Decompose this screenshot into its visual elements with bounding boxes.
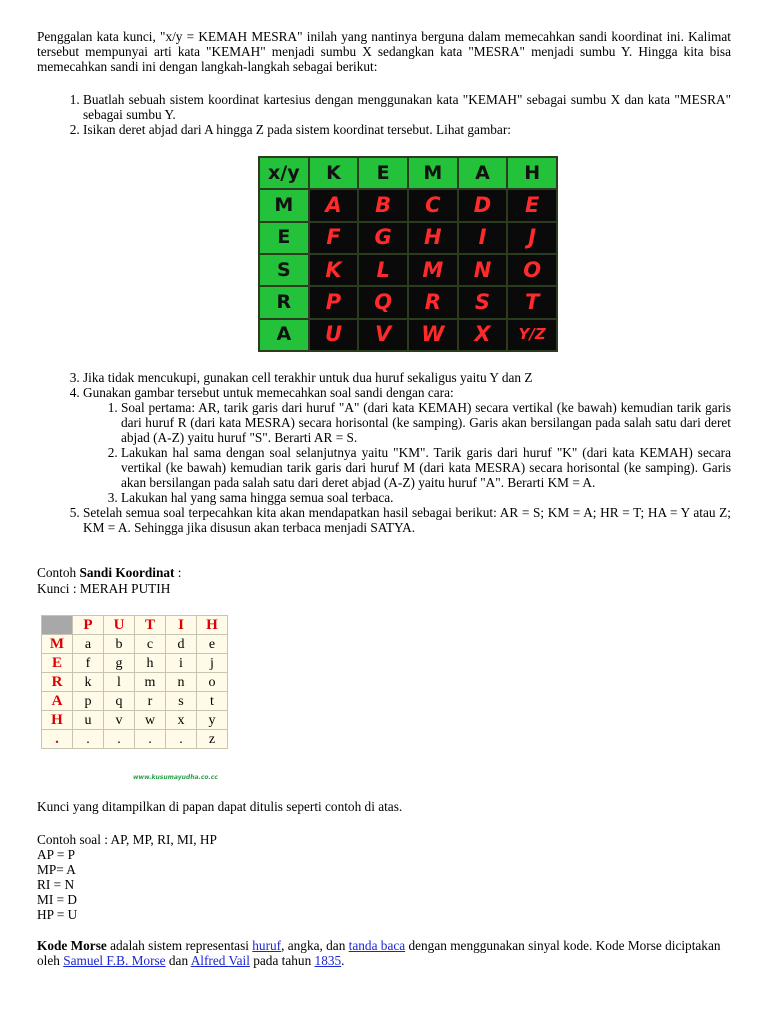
grid-cell: D [459, 190, 507, 220]
step-3: 3. Jika tidak mencukupi, gunakan cell terakhir untuk dua huruf sekaligus yaitu Y dan Z [83, 370, 731, 385]
grid-cell: I [459, 223, 507, 253]
morse-paragraph [37, 938, 731, 968]
table-row-header: M [42, 635, 73, 654]
grid-cell: F [310, 223, 358, 253]
table-cell: m [135, 673, 166, 692]
morse-bold: Kode Morse [37, 938, 107, 953]
contoh-heading [37, 565, 731, 580]
grid-cell: T [508, 287, 556, 317]
table-row [42, 635, 228, 654]
grid-col-header: K [310, 158, 358, 188]
soal-block [37, 832, 731, 922]
grid-cell: V [359, 320, 407, 350]
table-cell: n [166, 673, 197, 692]
grid-cell: E [508, 190, 556, 220]
table-cell: u [73, 711, 104, 730]
image-credit: www.kusumayudha.co.cc [133, 774, 218, 781]
table-cell: h [135, 654, 166, 673]
contoh-suffix: : [174, 565, 182, 580]
table-cell: g [104, 654, 135, 673]
table-cell: v [104, 711, 135, 730]
grid-cell: G [359, 223, 407, 253]
grid-row-header: M [260, 190, 308, 220]
table-cell: e [197, 635, 228, 654]
table-cell: c [135, 635, 166, 654]
table-row-header: R [42, 673, 73, 692]
grid-cell: Q [359, 287, 407, 317]
table-row-header: A [42, 692, 73, 711]
table-cell: . [166, 730, 197, 749]
grid-cell: C [409, 190, 457, 220]
kunci-line: Kunci : MERAH PUTIH [37, 581, 171, 596]
table-col-header: P [73, 616, 104, 635]
morse-text: adalah sistem representasi [106, 938, 253, 953]
table-row [42, 692, 228, 711]
table-cell: t [197, 692, 228, 711]
grid-cell: U [310, 320, 358, 350]
table-cell: s [166, 692, 197, 711]
step-4-text: Gunakan gambar tersebut untuk memecahkan soal sandi dengan cara: [83, 385, 454, 400]
table-col-header: U [104, 616, 135, 635]
grid-row-header: R [260, 287, 308, 317]
table-row-header: E [42, 654, 73, 673]
grid-cell: N [459, 255, 507, 285]
table-row [42, 730, 228, 749]
table-cell: . [73, 730, 104, 749]
grid-cell: A [310, 190, 358, 220]
table-cell: b [104, 635, 135, 654]
substep-3: 3. Lakukan hal yang sama hingga semua soal terbaca. [121, 490, 731, 505]
link-1835[interactable]: 1835 [314, 953, 342, 968]
table-row [42, 654, 228, 673]
substep-2: 2. Lakukan hal sama dengan soal selanjutnya yaitu "KM". Tarik garis dari huruf "K" (dari kata KEMAH) secara vertikal (ke bawah) kemudian tarik garis dari huruf M (dari kata MESRA) secara horisontal (ke samping). Garis akan bersilangan pada salah satu dari deret abjad (A-Z) yaitu huruf "A". Berarti KM = A. [121, 445, 731, 490]
table-cell: . [135, 730, 166, 749]
grid-cell: M [409, 255, 457, 285]
merah-putih-table [41, 615, 228, 749]
grid-row-header: S [260, 255, 308, 285]
morse-text: pada tahun [249, 953, 315, 968]
table-col-header: T [135, 616, 166, 635]
table-cell: d [166, 635, 197, 654]
morse-text: , angka, dan [281, 938, 349, 953]
grid-corner: x/y [260, 158, 308, 188]
table-cell: i [166, 654, 197, 673]
step-5: 5. Setelah semua soal terpecahkan kita akan mendapatkan hasil sebagai berikut: AR = S; KM = A; HR = T; HA = Y atau Z; KM = A. Sehingga jika disusun akan terbaca menjadi SATYA. [83, 505, 731, 535]
kemah-mesra-grid [258, 156, 558, 352]
grid-cell: H [409, 223, 457, 253]
link-alfred-vail[interactable]: Alfred Vail [190, 953, 250, 968]
table-cell: z [197, 730, 228, 749]
soal-answer: MP= A [37, 862, 76, 877]
link-huruf[interactable]: huruf [252, 938, 282, 953]
morse-text: dengan menggunakan sinyal kode. Kode Morse diciptakan oleh [37, 938, 721, 968]
table-cell: r [135, 692, 166, 711]
soal-answer: HP = U [37, 907, 78, 922]
table-cell: . [104, 730, 135, 749]
table-corner [42, 616, 73, 635]
grid-cell: K [310, 255, 358, 285]
table-cell: w [135, 711, 166, 730]
grid-cell: R [409, 287, 457, 317]
step-4-sublist [83, 400, 731, 505]
substep-1: 1. Soal pertama: AR, tarik garis dari huruf "A" (dari kata KEMAH) secara vertikal (ke bawah) kemudian tarik garis dari huruf R (dari kata MESRA) secara horisontal (ke samping). Garis akan bersilangan pada salah satu dari deret abjad (A-Z) yaitu huruf "S". Berarti AR = S. [121, 400, 731, 445]
step-4 [83, 385, 731, 505]
table-cell: k [73, 673, 104, 692]
soal-answer: RI = N [37, 877, 75, 892]
grid-cell: L [359, 255, 407, 285]
soal-answer: AP = P [37, 847, 76, 862]
grid-col-header: H [508, 158, 556, 188]
table-cell: o [197, 673, 228, 692]
soal-title: Contoh soal : AP, MP, RI, MI, HP [37, 832, 217, 847]
table-col-header: H [197, 616, 228, 635]
grid-cell: O [508, 255, 556, 285]
note-paragraph: Kunci yang ditampilkan di papan dapat ditulis seperti contoh di atas. [37, 799, 403, 814]
grid-cell: W [409, 320, 457, 350]
table-cell: l [104, 673, 135, 692]
table-cell: a [73, 635, 104, 654]
grid-cell: S [459, 287, 507, 317]
soal-answer: MI = D [37, 892, 78, 907]
table-cell: f [73, 654, 104, 673]
step-2: 2. Isikan deret abjad dari A hingga Z pada sistem koordinat tersebut. Lihat gambar: [83, 122, 731, 137]
grid-cell: B [359, 190, 407, 220]
table-header-row [42, 616, 228, 635]
table-row-header: . [42, 730, 73, 749]
contoh-prefix: Contoh [37, 565, 80, 580]
grid-cell: X [459, 320, 507, 350]
intro-paragraph: Penggalan kata kunci, "x/y = KEMAH MESRA" inilah yang nantinya berguna dalam memecahkan sandi koordinat ini. Kalimat tersebut mempunyai arti kata "KEMAH" menjadi sumbu X sedangkan kata "MESRA" menjadi sumbu Y. Hingga kita bisa memecahkan sandi ini dengan langkah-langkah sebagai berikut: [37, 29, 731, 74]
grid-cell: P [310, 287, 358, 317]
grid-col-header: A [459, 158, 507, 188]
table-cell: q [104, 692, 135, 711]
table-row-header: H [42, 711, 73, 730]
grid-col-header: M [409, 158, 457, 188]
link-tanda-baca[interactable]: tanda baca [348, 938, 406, 953]
table-cell: p [73, 692, 104, 711]
table-row [42, 711, 228, 730]
table-col-header: I [166, 616, 197, 635]
table-cell: j [197, 654, 228, 673]
grid-row-header: E [260, 223, 308, 253]
steps-list-b [37, 370, 731, 535]
contoh-bold: Sandi Koordinat [79, 565, 175, 580]
grid-col-header: E [359, 158, 407, 188]
morse-text: dan [165, 953, 191, 968]
steps-list-a [37, 92, 731, 137]
grid-cell: J [508, 223, 556, 253]
morse-text: . [341, 953, 345, 968]
step-1: 1. Buatlah sebuah sistem koordinat kartesius dengan menggunakan kata "KEMAH" sebagai sumbu X dan kata "MESRA" sebagai sumbu Y. [83, 92, 731, 122]
table-cell: x [166, 711, 197, 730]
grid-row-header: A [260, 320, 308, 350]
grid-cell: Y/Z [508, 320, 556, 350]
table-row [42, 673, 228, 692]
table-cell: y [197, 711, 228, 730]
link-samuel-morse[interactable]: Samuel F.B. Morse [63, 953, 166, 968]
